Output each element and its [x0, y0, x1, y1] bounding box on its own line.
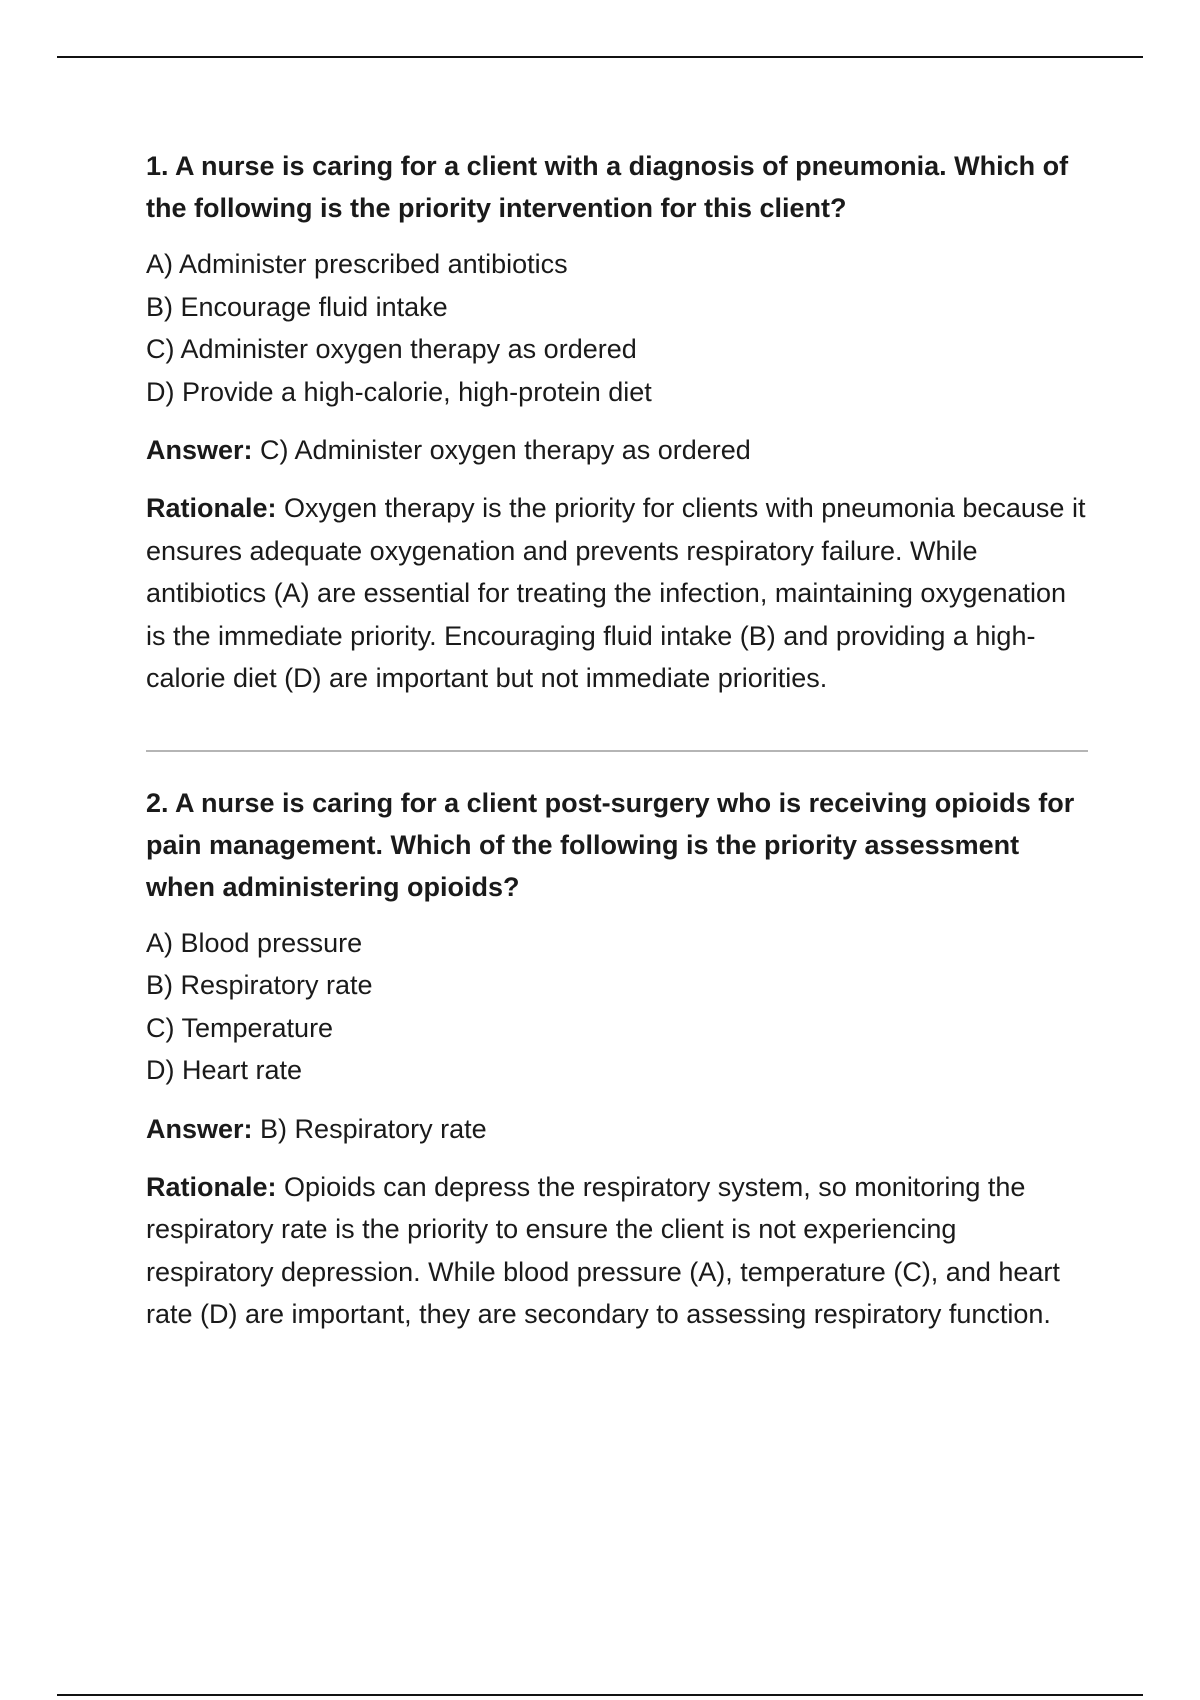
question-2-number: 2.: [146, 787, 169, 818]
answer-label: Answer:: [146, 435, 253, 465]
question-2-rationale: [146, 1166, 1086, 1336]
question-1-number: 1.: [146, 151, 169, 181]
option-a: A) Administer prescribed antibiotics: [146, 249, 568, 279]
question-1-stem: A nurse is caring for a client with a diagnosis of pneumonia. Which of the following is the priority intervention for this client?: [146, 151, 1069, 223]
question-2-text: [146, 782, 1086, 908]
option-c: C) Temperature: [146, 1012, 334, 1043]
rationale-label: Rationale:: [146, 493, 277, 523]
rationale-text: Opioids can depress the respiratory system, so monitoring the respiratory rate is the priority to ensure the client is not experiencing respiratory depression. While blood pressure (A), temperature (C), and heart rate (D) are important, they are secondary to assessing respiratory function.: [146, 1171, 1060, 1329]
answer-value: B) Respiratory rate: [260, 1113, 487, 1144]
footer-rule: [57, 1694, 1143, 1696]
option-d: D) Heart rate: [146, 1055, 303, 1085]
question-2-answer: [146, 1108, 1086, 1150]
question-2-stem: A nurse is caring for a client post-surgery who is receiving opioids for pain management. Which of the following is the priority assessment when administering opioids?: [146, 787, 1075, 902]
header-rule: [57, 56, 1143, 58]
rationale-label: Rationale:: [146, 1171, 277, 1202]
question-1-text: [146, 145, 1086, 229]
question-1-rationale: [146, 487, 1086, 700]
question-1-answer: [146, 429, 1086, 471]
question-1-options: [146, 243, 1086, 413]
option-d: D) Provide a high-calorie, high-protein diet: [146, 376, 652, 407]
option-b: B) Respiratory rate: [146, 970, 373, 1000]
question-block-2: [146, 782, 1086, 1336]
section-divider: [146, 750, 1088, 752]
answer-value: C) Administer oxygen therapy as ordered: [260, 435, 751, 465]
question-2-options: [146, 922, 1086, 1092]
answer-label: Answer:: [146, 1113, 253, 1144]
option-b: B) Encourage fluid intake: [146, 291, 448, 322]
option-a: A) Blood pressure: [146, 927, 363, 958]
question-block-1: [146, 145, 1086, 700]
option-c: C) Administer oxygen therapy as ordered: [146, 334, 637, 364]
document-body: [146, 145, 1086, 1336]
rationale-text: Oxygen therapy is the priority for clients with pneumonia because it ensures adequate oxygenation and prevents respiratory failure. While antibiotics (A) are essential for treating the infection, maintaining oxygenation is the immediate priority. Encouraging fluid intake (B) and providing a high-calorie diet (D) are important but not immediate priorities.: [146, 493, 1086, 693]
